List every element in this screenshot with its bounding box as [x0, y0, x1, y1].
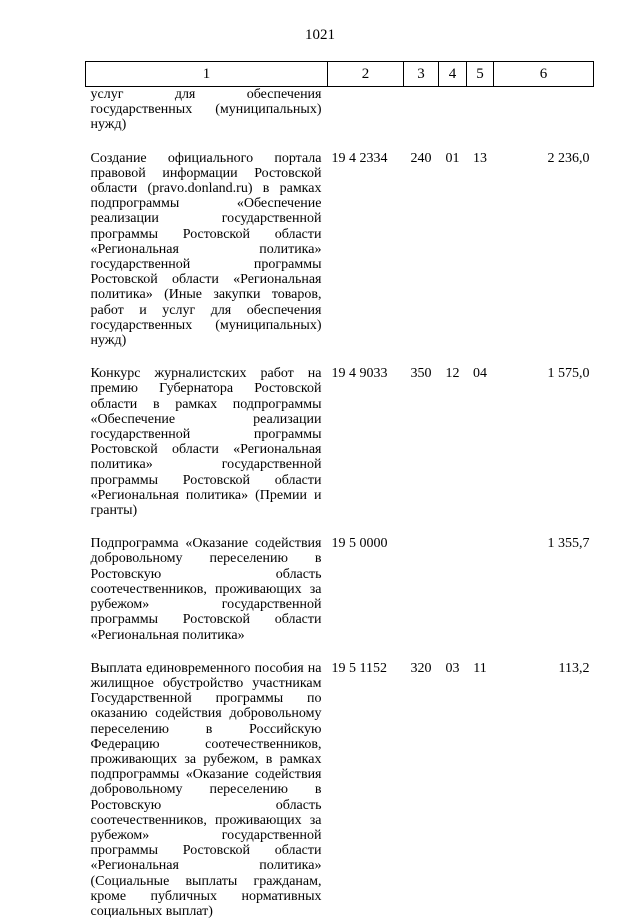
column-header-4: 4: [439, 62, 467, 87]
row-expense-type: [404, 87, 439, 133]
row-subsection: 13: [473, 150, 487, 166]
row-expense-type: [404, 536, 439, 642]
row-description: Конкурс журналистских работ на премию Губернатора Ростовской области в рамках подпрограммы «Обеспечение реализации государственной программы Ростовской области «Региональная политика» государственной программы Ростовской области «Региональная политика» (Премии и гранты): [90, 366, 322, 519]
row-subsection: 04: [473, 366, 487, 382]
column-header-3: 3: [404, 62, 439, 87]
row-section: [439, 536, 467, 642]
column-header-1: 1: [86, 62, 328, 87]
row-section: [439, 87, 467, 133]
table-header-row: [86, 62, 594, 87]
row-description: Подпрограмма «Оказание содействия добровольному переселению в Ростовскую область соотечественников, проживающих за рубежом» государственной программы Ростовской области «Региональная политика»: [90, 536, 322, 643]
row-subsection: [467, 87, 494, 133]
table-row: [86, 661, 594, 919]
table-row: [86, 366, 594, 518]
column-header-6: 6: [494, 62, 594, 87]
row-amount: 1 355,7: [547, 536, 590, 552]
row-target-code: 19 5 0000: [331, 536, 388, 552]
row-target-code: 19 4 2334: [331, 150, 388, 166]
row-expense-type: 240: [410, 150, 432, 166]
row-subsection: 11: [473, 660, 487, 676]
row-expense-type: 350: [410, 366, 432, 382]
row-description: Выплата единовременного пособия на жилищное обустройство участникам Государственной программы по оказанию содействия добровольному переселению в Российскую Федерацию соотечественников, проживающих за рубежом, в рамках подпрограммы «Оказание содействия добровольному переселению в Ростовскую область соотечественников, проживающих за рубежом» государственной программы Ростовской области «Региональная политика» (Социальные выплаты гражданам, кроме публичных нормативных социальных выплат): [90, 660, 322, 919]
column-header-5: 5: [467, 62, 494, 87]
row-section: 12: [445, 366, 460, 382]
row-subsection: [467, 536, 494, 642]
table-row: [86, 536, 594, 642]
row-amount: 113,2: [558, 660, 590, 676]
column-header-2: 2: [328, 62, 404, 87]
row-section: 03: [445, 660, 460, 676]
row-target-code: 19 4 9033: [331, 366, 388, 382]
budget-table: [85, 61, 594, 919]
row-target-code: [328, 87, 404, 133]
row-expense-type: 320: [410, 660, 432, 676]
row-section: 01: [445, 150, 460, 166]
table-row: [86, 151, 594, 349]
row-description: Создание официального портала правовой информации Ростовской области (pravo.donland.ru) в рамках подпрограммы «Обеспечение реализации государственной программы Ростовской области «Региональная политика» государственной программы Ростовской области «Региональная политика» (Иные закупки товаров, работ и услуг для обеспечения государственных (муниципальных) нужд): [90, 150, 322, 349]
row-amount: [494, 87, 594, 133]
row-amount: 2 236,0: [547, 150, 590, 166]
table-row: [86, 87, 594, 133]
row-description: услуг для обеспечения государственных (муниципальных) нужд): [90, 87, 322, 133]
row-amount: 1 575,0: [547, 366, 590, 382]
row-target-code: 19 5 1152: [331, 660, 387, 676]
page-number: 1021: [305, 27, 335, 43]
